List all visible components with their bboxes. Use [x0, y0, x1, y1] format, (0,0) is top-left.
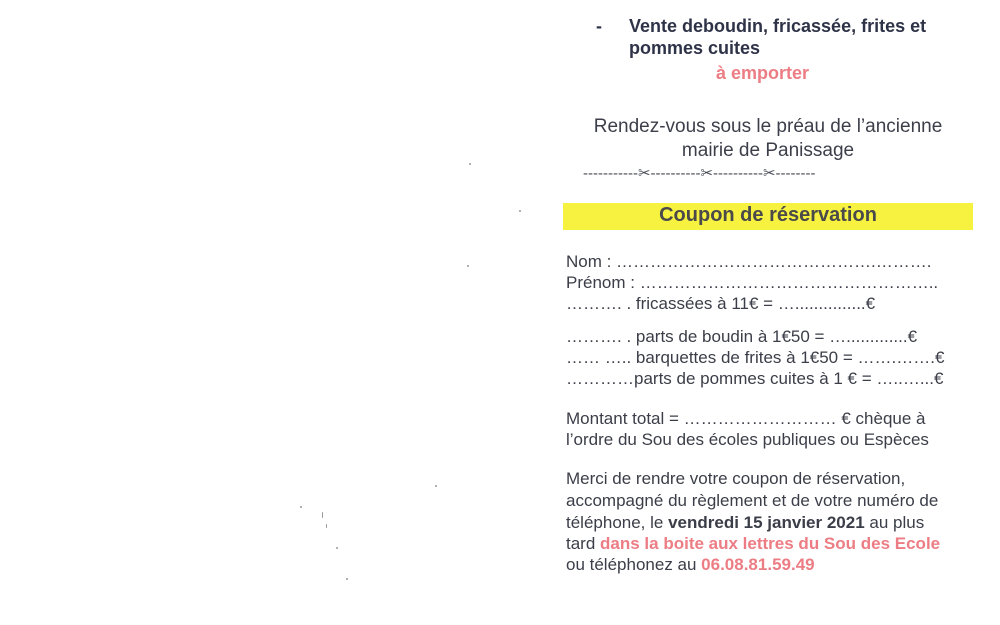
meeting-line-2: mairie de Panissage: [681, 140, 855, 161]
scissors-cut-line: -----------✂----------✂----------✂--------: [583, 165, 816, 182]
total-line-2: l’ordre du Sou des écoles publiques ou Espèces: [566, 430, 929, 449]
merci-line-4: [566, 533, 940, 554]
mailbox-location: dans la boite aux lettres du Sou des Ecole: [600, 534, 941, 553]
pommes-cuites-row: …………parts de pommes cuites à 1 € = …..…...€: [566, 369, 944, 388]
fricassees-row: ………. . fricassées à 11€ = …...............€: [566, 294, 876, 313]
bullet-dash: -: [596, 16, 602, 36]
merci-line-3-end: au plus: [864, 513, 925, 532]
total-line-1: Montant total = ……………………… € chèque à: [566, 409, 926, 428]
scan-speck: [435, 485, 437, 487]
nom-field: Nom : ……………………………………….……….: [566, 252, 932, 271]
coupon-title-banner: [563, 203, 973, 230]
merci-line-5-start: ou téléphonez au: [566, 555, 702, 574]
scan-speck: [300, 506, 302, 508]
deadline-date: vendredi 15 janvier 2021: [668, 513, 865, 532]
scan-speck: [467, 265, 469, 267]
merci-line-1: Merci de rendre votre coupon de réservation,: [566, 469, 906, 488]
coupon-title: Coupon de réservation: [659, 204, 877, 226]
scan-speck: [322, 512, 323, 518]
scan-speck: [469, 163, 471, 165]
merci-line-5: [566, 554, 815, 575]
scan-speck: [519, 210, 521, 212]
merci-line-4-start: tard: [566, 534, 601, 553]
frites-row: …… ….. barquettes de frites à 1€50 = …….…….€: [566, 348, 945, 367]
prenom-field: Prénom : ……………………………………………..: [566, 273, 939, 292]
sale-line-2: pommes cuites: [629, 38, 761, 58]
boudin-row: ………. . parts de boudin à 1€50 = ….............€: [566, 327, 918, 346]
scan-speck: [326, 524, 327, 528]
merci-line-3: [566, 512, 924, 533]
phone-number: 06.08.81.59.49: [701, 555, 815, 574]
takeaway-label: à emporter: [716, 63, 810, 83]
merci-line-3-start: téléphone, le: [566, 513, 669, 532]
sale-line-1: Vente deboudin, fricassée, frites et: [629, 16, 927, 36]
merci-line-2: accompagné du règlement et de votre numéro de: [566, 491, 939, 510]
scan-speck: [336, 547, 338, 549]
meeting-line-1: Rendez-vous sous le préau de l’ancienne: [593, 116, 943, 137]
scan-speck: [346, 578, 348, 580]
